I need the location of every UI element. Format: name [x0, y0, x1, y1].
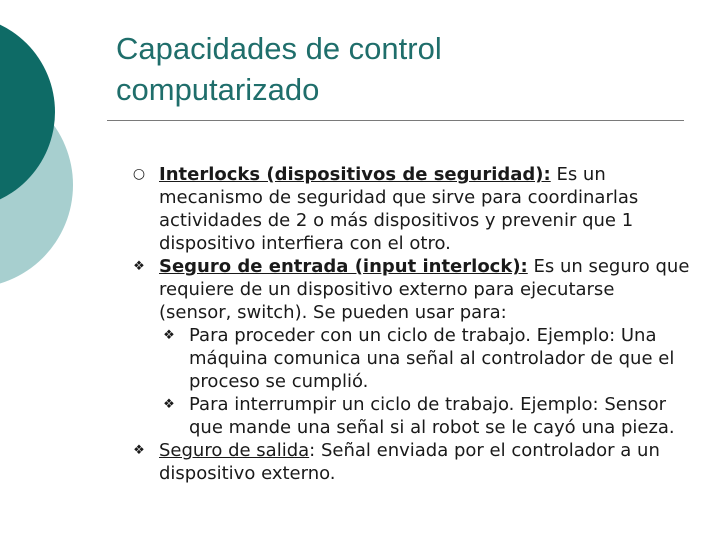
list-item-input-interlock [130, 255, 690, 439]
diamond-bullet-icon: ❖ [163, 328, 175, 343]
sub-item-text: Para interrumpir un ciclo de trabajo. Ejemplo: Sensor que mande una señal si al robot se le cayó una pieza. [189, 394, 675, 438]
decorative-circles [0, 0, 120, 540]
item-text: Es un seguro que requiere de un dispositivo externo para ejecutarse (sensor, switch). Se pueden usar para: [159, 256, 690, 323]
title-line-1: Capacidades de control [116, 31, 442, 66]
list-item-output-interlock [130, 439, 690, 485]
list-item-interlocks [130, 163, 690, 255]
diamond-bullet-icon: ❖ [163, 397, 175, 412]
item-text: : Señal enviada por el controlador a un dispositivo externo. [159, 440, 660, 484]
sub-list-item [160, 393, 690, 439]
item-text: Es un mecanismo de seguridad que sirve para coordinarlas actividades de 2 o más dispositivos y prevenir que 1 dispositivo interfiera con el otro. [159, 164, 639, 254]
sub-item-text: Para proceder con un ciclo de trabajo. Ejemplo: Una máquina comunica una señal al controlador de que el proceso se cumplió. [189, 325, 675, 392]
title-line-2: computarizado [116, 72, 320, 107]
term-output-interlock: Seguro de salida [159, 440, 310, 461]
diamond-bullet-icon: ❖ [133, 443, 145, 458]
term-interlocks: Interlocks (dispositivos de seguridad): [159, 164, 551, 185]
sub-list-item [160, 324, 690, 393]
title-divider [107, 120, 684, 121]
circle-bullet-icon: ○ [132, 166, 146, 182]
term-input-interlock: Seguro de entrada (input interlock): [159, 256, 528, 277]
bullet-list [130, 163, 690, 485]
diamond-bullet-icon: ❖ [133, 259, 145, 274]
page-title [116, 28, 696, 110]
